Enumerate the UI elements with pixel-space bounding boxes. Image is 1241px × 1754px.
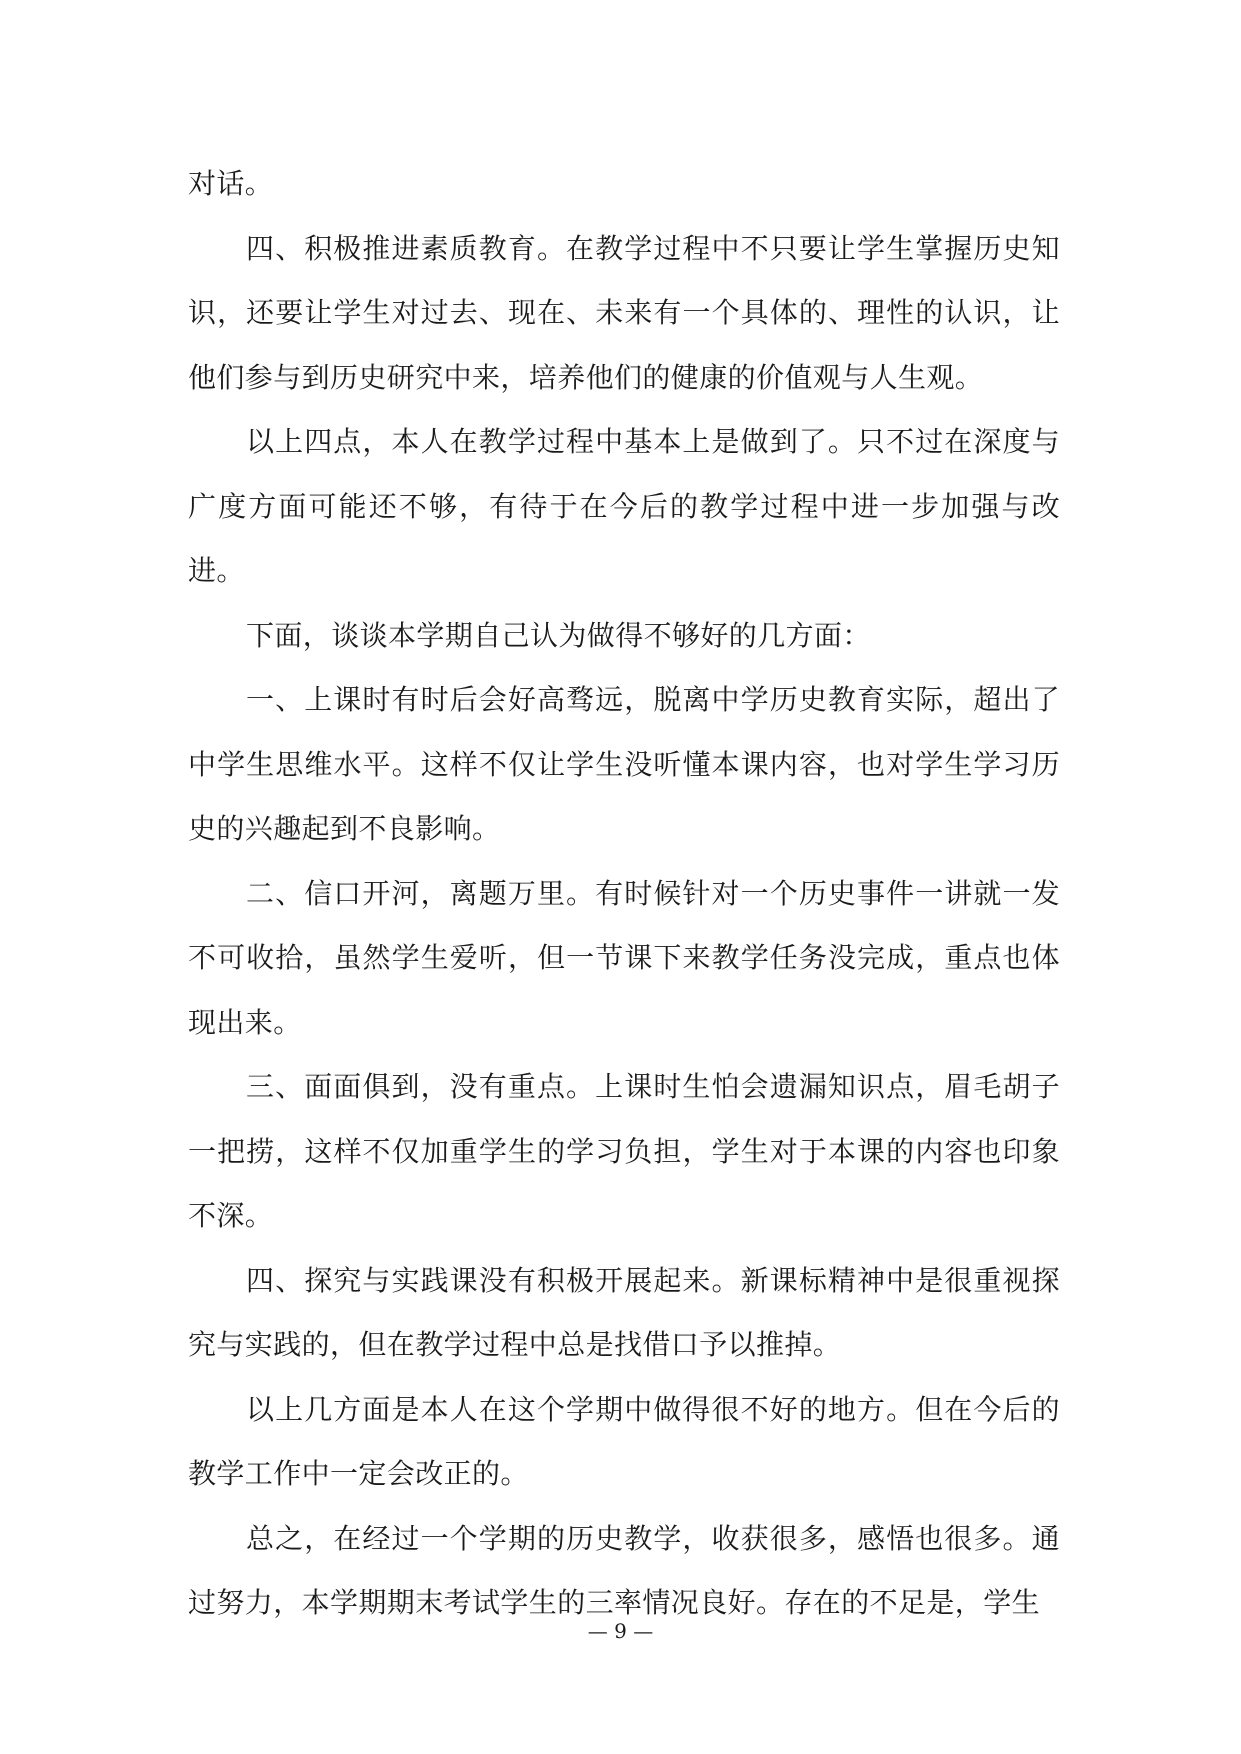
paragraph-10: 总之，在经过一个学期的历史教学，收获很多，感悟也很多。通过努力，本学期期末考试学生的三率情况良好。存在的不足是，学生 bbox=[188, 1521, 1060, 1619]
paragraph-6: 二、信口开河，离题万里。有时候针对一个历史事件一讲就一发不可收拾，虽然学生爱听，但一节课下来教学任务没完成，重点也体现出来。 bbox=[188, 876, 1060, 1039]
paragraph-9: 以上几方面是本人在这个学期中做得很不好的地方。但在今后的教学工作中一定会改正的。 bbox=[188, 1392, 1060, 1490]
paragraph-5: 一、上课时有时后会好高骛远，脱离中学历史教育实际，超出了中学生思维水平。这样不仅让学生没听懂本课内容，也对学生学习历史的兴趣起到不良影响。 bbox=[188, 683, 1060, 845]
paragraph-8: 四、探究与实践课没有积极开展起来。新课标精神中是很重视探究与实践的，但在教学过程中总是找借口予以推掉。 bbox=[188, 1263, 1060, 1361]
paragraph-1: 对话。 bbox=[188, 167, 274, 200]
page-number: — 9 — bbox=[587, 1619, 654, 1643]
paragraph-4: 下面，谈谈本学期自己认为做得不够好的几方面： bbox=[246, 618, 871, 652]
paragraph-7: 三、面面俱到，没有重点。上课时生怕会遗漏知识点，眉毛胡子一把捞，这样不仅加重学生的学习负担，学生对于本课的内容也印象不深。 bbox=[188, 1070, 1060, 1232]
paragraph-3: 以上四点，本人在教学过程中基本上是做到了。只不过在深度与广度方面可能还不够，有待于在今后的教学过程中进一步加强与改进。 bbox=[188, 425, 1060, 587]
document-body bbox=[188, 152, 1060, 1636]
paragraph-2: 四、积极推进素质教育。在教学过程中不只要让学生掌握历史知识，还要让学生对过去、现在、未来有一个具体的、理性的认识，让他们参与到历史研究中来，培养他们的健康的价值观与人生观。 bbox=[188, 231, 1060, 394]
